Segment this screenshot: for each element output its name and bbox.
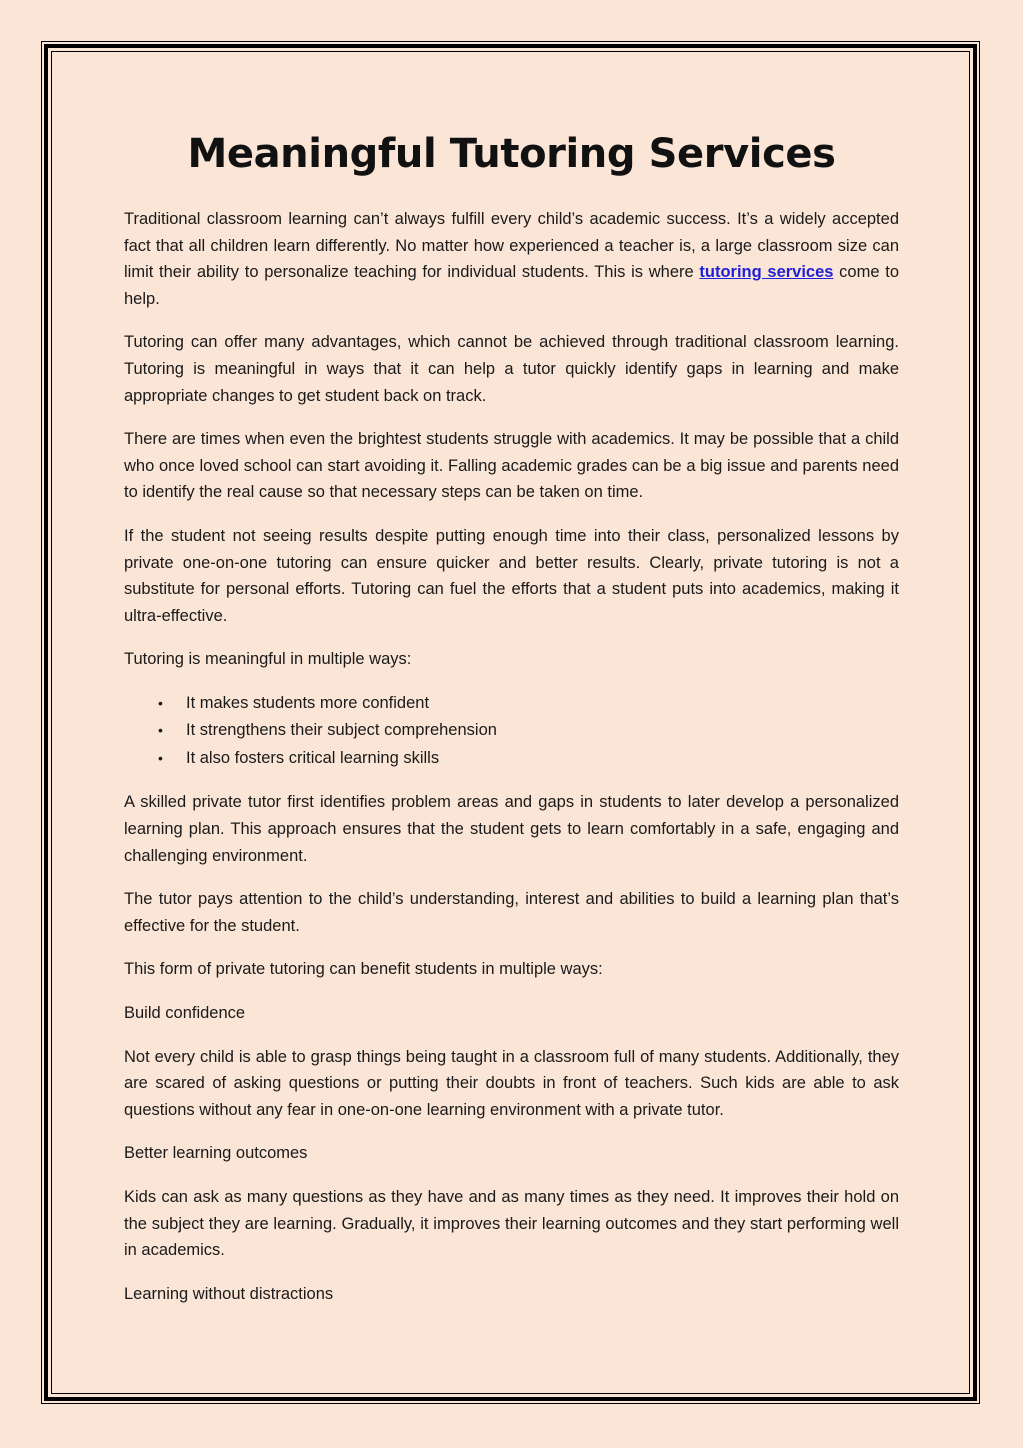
paragraph: There are times when even the brightest students struggle with academics. It may be possible that a child who once loved school can start avoiding it. Falling academic grades can be a big issue and parents need to identify the real cause so that necessary steps can be taken on time.	[124, 430, 899, 502]
paragraph: Tutoring can offer many advantages, which cannot be achieved through traditional classroom learning. Tutoring is meaningful in ways that it can help a tutor quickly identify gaps in learning and make appropriate changes to get student back on track.	[124, 333, 899, 405]
document-title: Meaningful Tutoring Services	[187, 131, 836, 177]
list-intro: Tutoring is meaningful in multiple ways:	[124, 650, 412, 669]
intro-text-before: Traditional classroom learning can’t always fulfill every child’s academic success. It’s a widely accepted fact that all children learn differently. No matter how experienced a teacher is, a large classroom size can limit their ability to personalize teaching for individual students. This is where	[124, 210, 899, 282]
section-body-build-confidence: Not every child is able to grasp things being taught in a classroom full of many students. Additionally, they are scared of asking questions or putting their doubts in front of teachers. Such kids are able to ask questions without any fear in one-on-one learning environment with a private tutor.	[124, 1047, 899, 1119]
bullet-icon: •	[158, 722, 163, 739]
section-heading-better-outcomes: Better learning outcomes	[124, 1144, 308, 1163]
bullet-icon: •	[158, 694, 163, 711]
benefits-intro: This form of private tutoring can benefit students in multiple ways:	[124, 960, 603, 979]
paragraph: A skilled private tutor first identifies problem areas and gaps in students to later develop a personalized learning plan. This approach ensures that the student gets to learn comfortably in a safe, engaging and challenging environment.	[124, 793, 899, 865]
tutoring-services-link[interactable]: tutoring services	[699, 263, 834, 282]
paragraph: The tutor pays attention to the child’s understanding, interest and abilities to build a learning plan that’s effective for the student.	[124, 890, 899, 935]
intro-paragraph	[124, 206, 899, 312]
list-item-text: It strengthens their subject comprehension	[186, 721, 497, 740]
list-item-text: It also fosters critical learning skills	[186, 748, 440, 767]
bullet-icon: •	[158, 749, 163, 766]
list-item	[158, 690, 899, 718]
section-body-better-outcomes: Kids can ask as many questions as they have and as many times as they need. It improves their hold on the subject they are learning. Gradually, it improves their learning outcomes and they start performing well in academics.	[124, 1187, 899, 1260]
list-item	[158, 717, 899, 745]
list-item	[158, 745, 899, 773]
section-heading-no-distractions: Learning without distractions	[124, 1284, 334, 1303]
benefits-list	[124, 690, 899, 773]
paragraph: If the student not seeing results despite putting enough time into their class, personalized lessons by private one-on-one tutoring can ensure quicker and better results. Clearly, private tutoring is not a substitute for personal efforts. Tutoring can fuel the efforts that a student puts into academics, making it ultra-effective.	[124, 526, 899, 625]
intro-text-after: come to help.	[124, 263, 899, 308]
section-heading-build-confidence: Build confidence	[124, 1003, 246, 1022]
list-item-text: It makes students more confident	[186, 693, 430, 712]
document-body	[124, 128, 899, 1324]
